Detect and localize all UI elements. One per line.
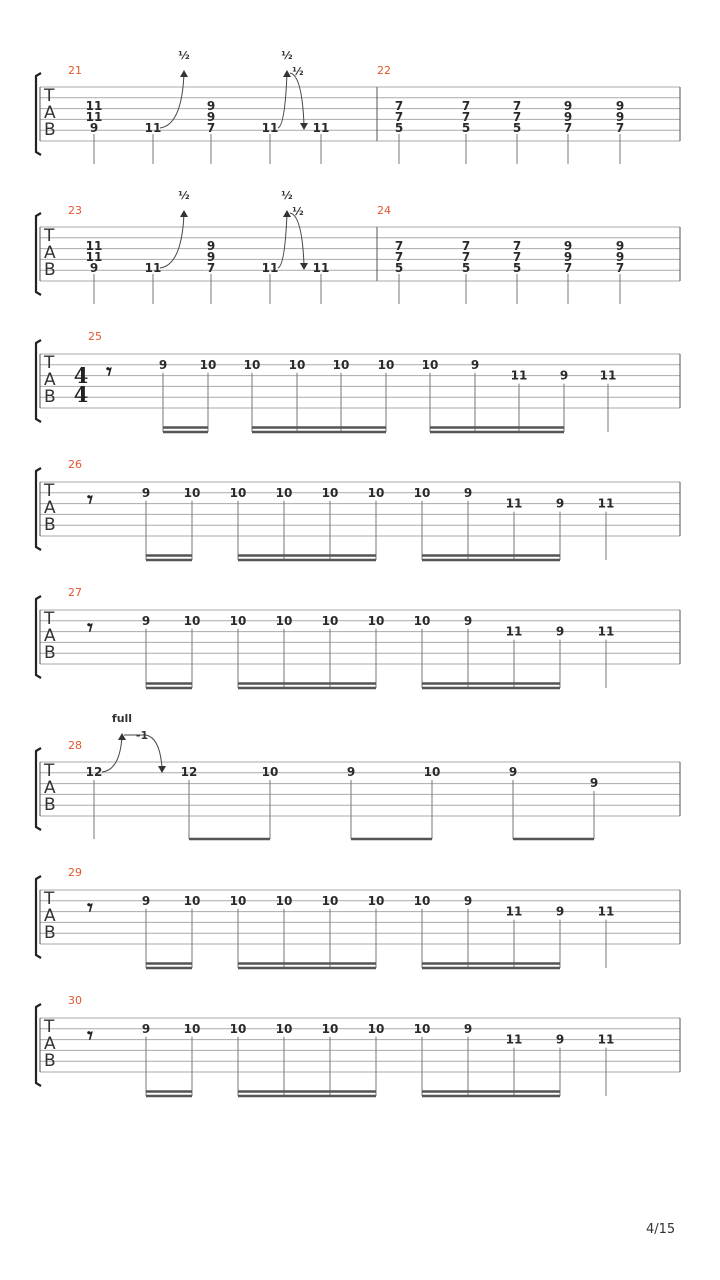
fret-number: 10 [321,893,339,908]
bend-arrow [283,70,291,77]
tab-letter-t: T [44,481,55,501]
fret-number: 9 [158,357,168,372]
fret-number: 10 [199,357,217,372]
fret-number: 9 [463,1021,473,1036]
bend-arrow [180,210,188,217]
fret-number: 9 [563,250,573,264]
fret-number: 5 [512,261,522,275]
measure-number: 30 [68,994,82,1007]
fret-number: 10 [275,893,293,908]
fret-number: 10 [367,1021,385,1036]
fret-number: 9 [508,765,518,779]
eighth-rest: 𝄾 [87,615,93,641]
fret-number: 11 [510,368,528,383]
fret-number: 9 [463,893,473,908]
fret-number: 9 [615,239,625,253]
fret-number: 5 [461,261,471,275]
fret-number: 7 [461,110,471,124]
tab-letter-t: T [44,353,55,373]
measure-number: 24 [377,204,391,217]
fret-number: 9 [555,904,565,919]
fret-number: 7 [394,250,404,264]
fret-number: 9 [89,261,99,275]
fret-number: 10 [229,893,247,908]
fret-number: 7 [512,239,522,253]
tab-letter-b: B [44,1051,56,1071]
measure-number: 29 [68,866,82,879]
release-arrow [300,263,308,270]
bend-amount: ½ [281,189,293,202]
fret-number: 10 [229,485,247,500]
fret-number: 7 [512,110,522,124]
fret-number: 7 [461,239,471,253]
fret-number: 11 [505,904,523,919]
fret-number: 10 [288,357,306,372]
fret-number: 11 [597,904,615,919]
fret-number: 11 [85,239,103,253]
fret-number: 9 [615,250,625,264]
bend-arrow [180,70,188,77]
measure-number: 22 [377,64,391,77]
fret-number: 9 [206,250,216,264]
tab-letter-t: T [44,1017,55,1037]
page-number: 4/15 [646,1222,676,1237]
fret-number: 10 [243,357,261,372]
bend-amount: ½ [281,49,293,62]
measure-number: 28 [68,739,82,752]
fret-number: 5 [512,121,522,135]
fret-number: 7 [512,250,522,264]
fret-number: 11 [505,496,523,511]
tab-letter-b: B [44,923,56,943]
bend-amount: -1 [135,729,149,742]
fret-number: 9 [563,99,573,113]
release-curve [146,735,162,768]
fret-number: 10 [321,485,339,500]
fret-number: 7 [206,261,216,275]
bend-amount: ½ [292,65,304,78]
fret-number: 9 [89,121,99,135]
fret-number: 10 [367,485,385,500]
fret-number: 11 [597,496,615,511]
fret-number: 7 [394,239,404,253]
eighth-rest: 𝄾 [87,1023,93,1049]
tab-letter-a: A [44,778,56,798]
fret-number: 9 [615,110,625,124]
fret-number: 12 [85,765,103,779]
measure-number: 26 [68,458,82,471]
tab-letter-a: A [44,370,56,390]
release-curve [290,213,304,265]
fret-number: 9 [559,368,569,383]
tab-letter-b: B [44,120,56,140]
fret-number: 11 [85,99,103,113]
fret-number: 9 [555,1032,565,1047]
fret-number: 5 [461,121,471,135]
fret-number: 9 [141,1021,151,1036]
fret-number: 11 [85,110,103,124]
fret-number: 9 [555,624,565,639]
tab-letter-t: T [44,609,55,629]
tab-letter-a: A [44,498,56,518]
measure-number: 21 [68,64,82,77]
fret-number: 9 [206,99,216,113]
fret-number: 9 [463,613,473,628]
tab-letter-t: T [44,226,55,246]
fret-number: 10 [321,1021,339,1036]
fret-number: 10 [229,613,247,628]
fret-number: 11 [597,624,615,639]
bend-amount: full [111,712,133,725]
fret-number: 11 [85,250,103,264]
measure-number: 27 [68,586,82,599]
fret-number: 10 [183,1021,201,1036]
fret-number: 9 [470,357,480,372]
fret-number: 10 [183,893,201,908]
fret-number: 9 [346,765,356,779]
time-sig-bottom: 4 [73,382,89,407]
fret-number: 10 [413,613,431,628]
fret-number: 7 [563,261,573,275]
fret-number: 9 [141,613,151,628]
time-sig-top: 4 [73,363,89,388]
fret-number: 11 [144,121,162,135]
fret-number: 9 [563,239,573,253]
fret-number: 11 [599,368,617,383]
fret-number: 7 [461,250,471,264]
bend-amount: ½ [178,49,190,62]
tab-letter-b: B [44,387,56,407]
fret-number: 11 [597,1032,615,1047]
fret-number: 7 [206,121,216,135]
fret-number: 11 [261,121,279,135]
tab-letter-a: A [44,103,56,123]
fret-number: 10 [413,893,431,908]
fret-number: 9 [206,110,216,124]
fret-number: 9 [555,496,565,511]
fret-number: 12 [180,765,198,779]
fret-number: 10 [413,1021,431,1036]
fret-number: 9 [589,776,599,790]
fret-number: 11 [144,261,162,275]
fret-number: 10 [377,357,395,372]
fret-number: 11 [261,261,279,275]
tab-letter-a: A [44,243,56,263]
tab-letter-b: B [44,643,56,663]
fret-number: 7 [394,99,404,113]
fret-number: 7 [394,110,404,124]
tab-letter-t: T [44,86,55,106]
tab-letter-t: T [44,889,55,909]
bend-arrow [118,733,126,740]
eighth-rest: 𝄾 [106,359,112,385]
fret-number: 10 [183,613,201,628]
tab-letter-t: T [44,761,55,781]
fret-number: 7 [615,121,625,135]
tab-letter-a: A [44,626,56,646]
fret-number: 10 [183,485,201,500]
fret-number: 11 [312,121,330,135]
fret-number: 9 [563,110,573,124]
bend-amount: ½ [292,205,304,218]
bend-curve [102,736,122,772]
release-arrow [158,766,166,773]
fret-number: 10 [275,613,293,628]
tab-letter-a: A [44,906,56,926]
fret-number: 7 [615,261,625,275]
fret-number: 11 [312,261,330,275]
measure-number: 23 [68,204,82,217]
measure-number: 25 [88,330,102,343]
eighth-rest: 𝄾 [87,487,93,513]
fret-number: 10 [332,357,350,372]
fret-number: 7 [563,121,573,135]
fret-number: 10 [229,1021,247,1036]
fret-number: 10 [275,485,293,500]
tab-letter-b: B [44,515,56,535]
fret-number: 9 [463,485,473,500]
tab-letter-b: B [44,260,56,280]
fret-number: 10 [261,765,279,779]
fret-number: 9 [615,99,625,113]
fret-number: 10 [275,1021,293,1036]
release-curve [290,73,304,125]
fret-number: 11 [505,624,523,639]
fret-number: 10 [321,613,339,628]
fret-number: 10 [421,357,439,372]
fret-number: 9 [206,239,216,253]
fret-number: 10 [367,893,385,908]
tab-letter-b: B [44,795,56,815]
fret-number: 10 [413,485,431,500]
fret-number: 7 [512,99,522,113]
fret-number: 11 [505,1032,523,1047]
bend-arrow [283,210,291,217]
bend-amount: ½ [178,189,190,202]
fret-number: 9 [141,485,151,500]
eighth-rest: 𝄾 [87,895,93,921]
fret-number: 5 [394,121,404,135]
fret-number: 9 [141,893,151,908]
fret-number: 5 [394,261,404,275]
fret-number: 10 [423,765,441,779]
fret-number: 10 [367,613,385,628]
release-arrow [300,123,308,130]
tab-letter-a: A [44,1034,56,1054]
fret-number: 7 [461,99,471,113]
